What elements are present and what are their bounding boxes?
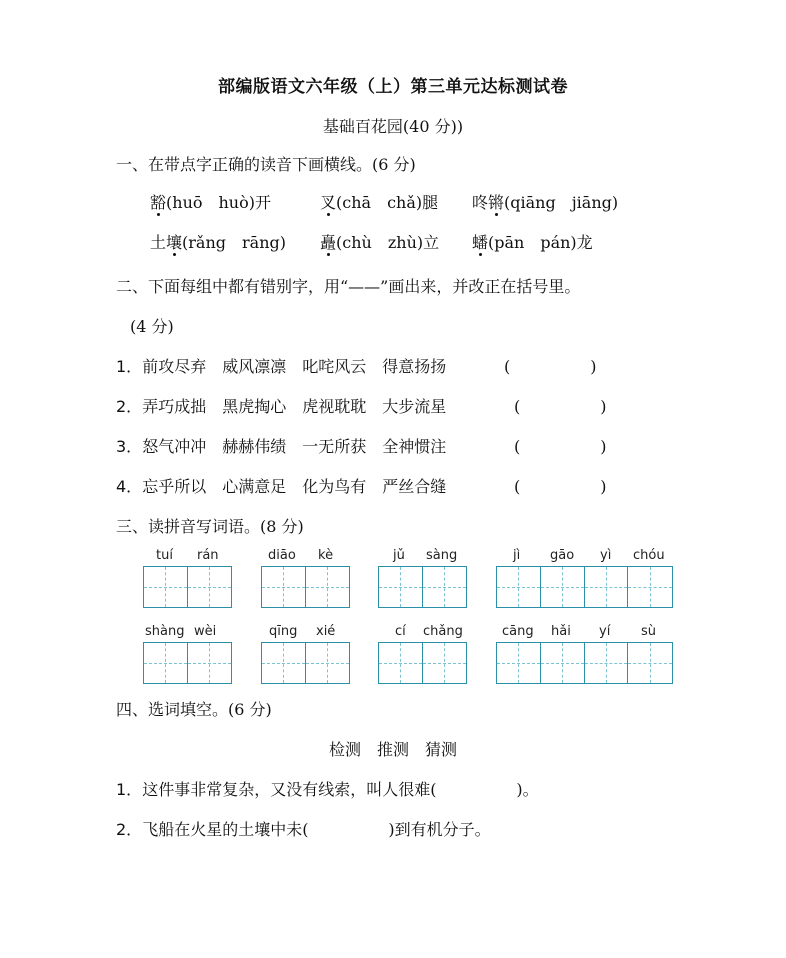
dotted-char: 蟠: [472, 230, 488, 253]
pinyin-label: rán: [197, 548, 219, 563]
item-number: 4．: [116, 477, 143, 496]
dotted-char: 矗: [320, 230, 336, 253]
item-number: 2．: [116, 820, 143, 839]
q4-item-2: [116, 817, 491, 840]
pinyin-label: wèi: [194, 624, 217, 639]
q1-item-3: [472, 190, 618, 213]
word-choices: 检测 推测 猜测: [328, 740, 457, 759]
pinyin-options: (pān pán)龙: [488, 233, 593, 252]
q2-heading: 二、下面每组中都有错别字，用“——”画出来，并改正在括号里。: [116, 277, 581, 296]
writing-grid[interactable]: [261, 566, 350, 608]
item-text[interactable]: 这件事非常复杂，又没有线索，叫人很难( )。: [142, 780, 539, 799]
pinyin-options: (qiāng jiāng): [504, 193, 619, 212]
writing-grid[interactable]: [143, 642, 232, 684]
q2-item-4: [116, 474, 446, 497]
q2-blank-2[interactable]: ( ): [514, 397, 607, 416]
q1-item-6: [472, 230, 593, 253]
q1-item-2: [320, 190, 438, 213]
pinyin-label: sù: [641, 624, 657, 639]
pinyin-label: yí: [599, 624, 611, 639]
writing-grid[interactable]: [143, 566, 232, 608]
dotted-char: 壤: [166, 230, 182, 253]
q2-score: (4 分): [130, 317, 174, 336]
pinyin-label: hǎi: [551, 624, 571, 639]
pinyin-options: (rǎng rāng): [182, 233, 286, 252]
q1-item-4: [150, 230, 286, 253]
q2-blank-3[interactable]: ( ): [514, 437, 607, 456]
item-number: 3．: [116, 437, 143, 456]
pinyin-label: gāo: [550, 548, 575, 563]
item-number: 2．: [116, 397, 143, 416]
item-text: 忘乎所以 心满意足 化为鸟有 严丝合缝: [142, 477, 447, 496]
pinyin-label: cí: [395, 624, 406, 639]
item-text: 弄巧成拙 黑虎掏心 虎视耽耽 大步流星: [142, 397, 447, 416]
item-number: 1．: [116, 780, 143, 799]
section-subtitle: 基础百花园(40 分)): [322, 117, 464, 136]
item-number: 1．: [116, 357, 143, 376]
item-text[interactable]: 飞船在火星的土壤中未( )到有机分子。: [142, 820, 491, 839]
pinyin-options: (chù zhù)立: [336, 233, 440, 252]
pinyin-label: kè: [318, 548, 334, 563]
q4-item-1: [116, 777, 539, 800]
plain-char: 咚: [472, 193, 489, 212]
q4-heading: 四、选词填空。(6 分): [116, 700, 272, 719]
pinyin-label: chǎng: [423, 624, 463, 639]
pinyin-label: xié: [316, 624, 336, 639]
q2-item-1: [116, 354, 446, 377]
writing-grid[interactable]: [496, 566, 673, 608]
q2-blank-1[interactable]: ( ): [504, 357, 597, 376]
dotted-char: 豁: [150, 190, 166, 213]
pinyin-label: shàng: [145, 624, 185, 639]
q3-heading: 三、读拼音写词语。(8 分): [116, 517, 304, 536]
q2-item-3: [116, 434, 446, 457]
item-text: 前攻尽弃 威风凛凛 叱咤风云 得意扬扬: [142, 357, 447, 376]
pinyin-label: diāo: [268, 548, 296, 563]
pinyin-label: yì: [600, 548, 612, 563]
writing-grid[interactable]: [261, 642, 350, 684]
writing-grid[interactable]: [378, 642, 467, 684]
writing-grid[interactable]: [378, 566, 467, 608]
q1-item-5: [320, 230, 439, 253]
pinyin-label: jì: [513, 548, 521, 563]
pinyin-options: (chā chǎ)腿: [336, 193, 439, 212]
q1-item-1: [150, 190, 271, 213]
q1-heading: 一、在带点字正确的读音下画横线。(6 分): [116, 155, 416, 174]
pinyin-label: jǔ: [393, 548, 405, 563]
page-title: 部编版语文六年级（上）第三单元达标测试卷: [218, 77, 568, 97]
pinyin-label: sàng: [426, 548, 458, 563]
q2-blank-4[interactable]: ( ): [514, 477, 607, 496]
plain-char: 土: [150, 233, 167, 252]
pinyin-label: qīng: [269, 624, 298, 639]
pinyin-label: cāng: [502, 624, 534, 639]
pinyin-options: (huō huò)开: [166, 193, 271, 212]
dotted-char: 锵: [488, 190, 504, 213]
writing-grid[interactable]: [496, 642, 673, 684]
pinyin-label: chóu: [633, 548, 665, 563]
dotted-char: 叉: [320, 190, 336, 213]
pinyin-label: tuí: [156, 548, 173, 563]
q2-item-2: [116, 394, 446, 417]
item-text: 怒气冲冲 赫赫伟绩 一无所获 全神惯注: [142, 437, 447, 456]
